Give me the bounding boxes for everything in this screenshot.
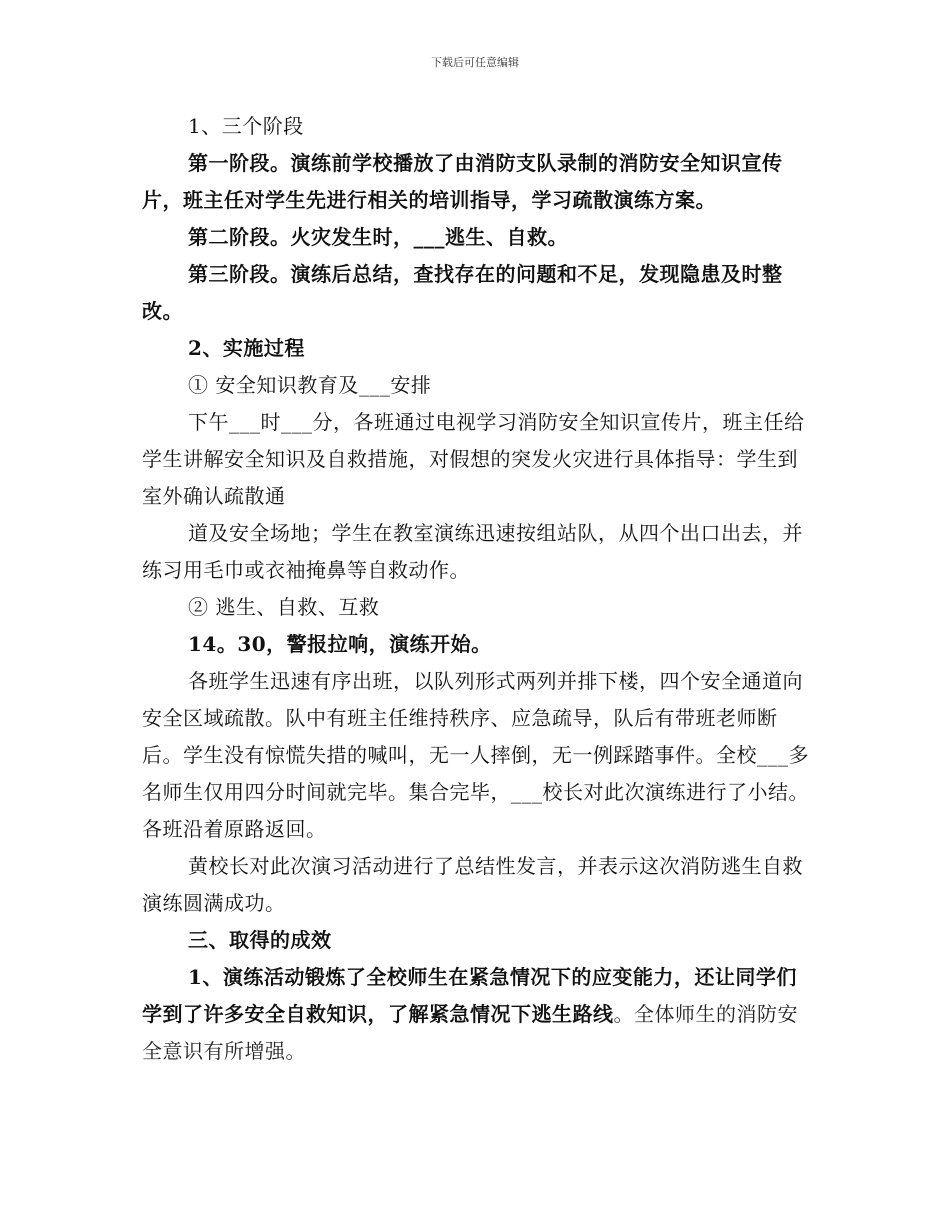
heading-three-stages: 1、三个阶段: [188, 114, 304, 138]
paragraph-alarm-start: 14。30，警报拉响，演练开始。: [188, 632, 492, 656]
paragraph-orderly-evacuation: 各班学生迅速有序出班，以队列形式两列并排下楼，四个安全通道向安全区域疏散。队中有班主任维持秩序、应急疏导，队后有带班老师断后。学生没有惊慌失措的喊叫，无一人摔倒，无一例踩踏事件。全校___多名师生仅用四分时间就完毕。集合完毕，___校长对此次演练进行了小结。各班沿着原路返回。: [142, 669, 809, 841]
paragraph-stage-three: 第三阶段。演练后总结，查找存在的问题和不足，发现隐患及时整改。: [142, 262, 783, 323]
achievement-normal-part: 。全体师生的消防安全意识有所增强。: [142, 1002, 798, 1063]
paragraph-stage-two: 第二阶段。火灾发生时，___逃生、自救。: [188, 225, 568, 249]
achievement-bold-part: 1、演练活动锻炼了全校师生在紧急情况下的应变能力，还让同学们学到了许多安全自救知识，了解紧急情况下逃生路线: [142, 965, 797, 1026]
heading-implementation: 2、实施过程: [188, 336, 305, 360]
subheading-safety-education: ① 安全知识教育及___安排: [188, 373, 432, 397]
paragraph-afternoon-video: 下午___时___分，各班通过电视学习消防安全知识宣传片，班主任给学生讲解安全知识及自救措施，对假想的突发火灾进行具体指导：学生到室外确认疏散通: [142, 410, 805, 508]
paragraph-achievement-one: [142, 959, 814, 1070]
document-body: [142, 108, 814, 1070]
paragraph-evacuation-routes: 道及安全场地；学生在教室演练迅速按组站队，从四个出口出去，并练习用毛巾或衣袖掩鼻等自救动作。: [142, 521, 803, 582]
paragraph-principal-summary: 黄校长对此次演习活动进行了总结性发言，并表示这次消防逃生自救演练圆满成功。: [142, 854, 803, 915]
paragraph-stage-one: 第一阶段。演练前学校播放了由消防支队录制的消防安全知识宣传片，班主任对学生先进行相关的培训指导，学习疏散演练方案。: [142, 151, 783, 212]
heading-achievements: 三、取得的成效: [188, 928, 332, 952]
page-header: 下载后可任意编辑: [431, 56, 519, 69]
subheading-escape-rescue: ② 逃生、自救、互救: [188, 595, 380, 619]
